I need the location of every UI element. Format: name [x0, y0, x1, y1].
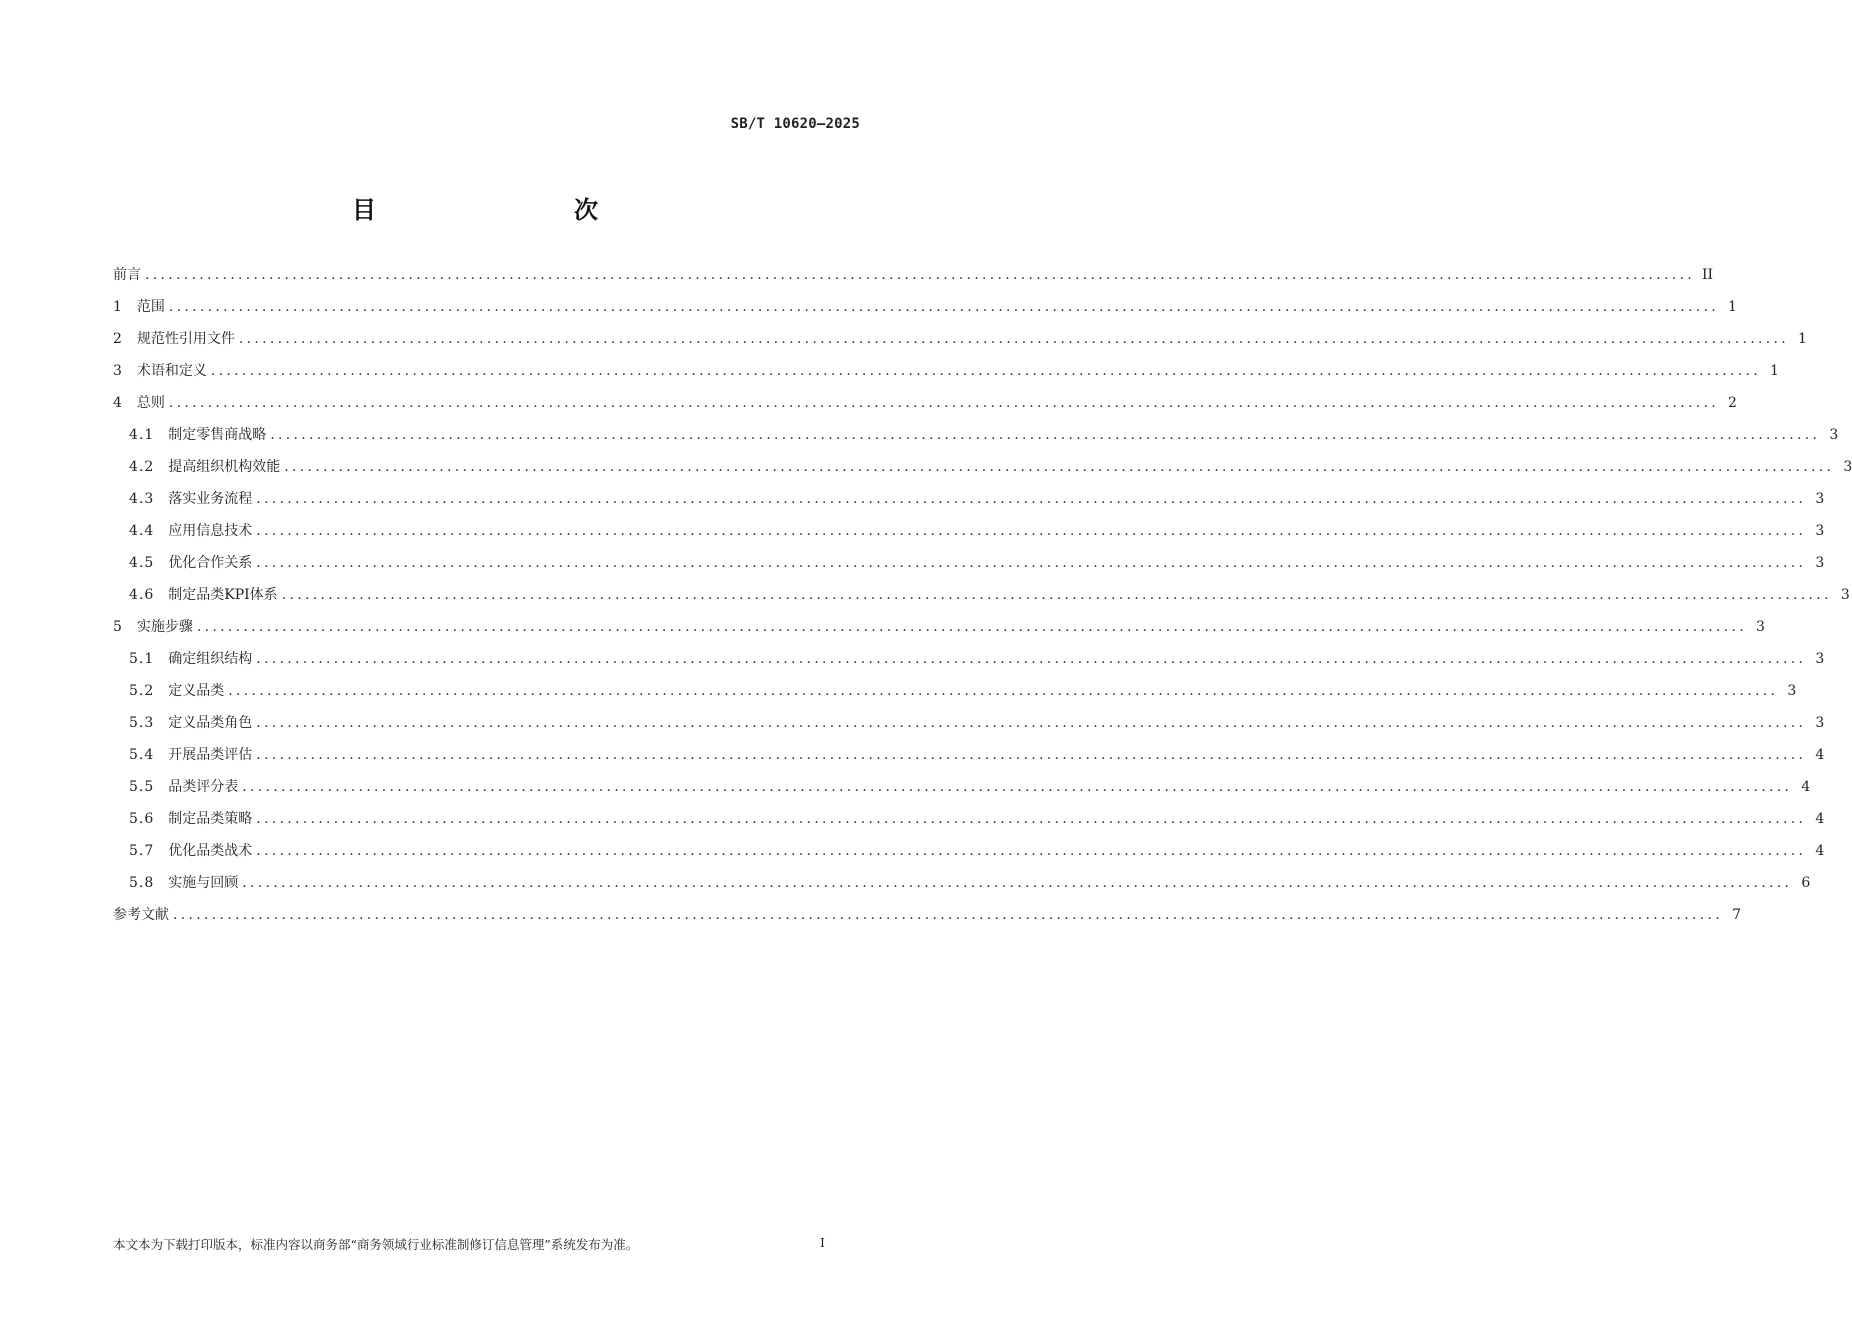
- toc-entry-page: 3: [1787, 683, 1797, 699]
- toc-entry-label: 范围: [136, 299, 165, 315]
- toc-entry[interactable]: [113, 675, 1797, 707]
- footer-page-number: I: [820, 1235, 825, 1250]
- toc-entry[interactable]: [113, 739, 1825, 771]
- toc-entry[interactable]: [113, 579, 1850, 611]
- toc-entry-number: 5.3: [129, 715, 155, 731]
- toc-leader-dots: ........................................................................................................................................................................................................: [270, 427, 1821, 443]
- toc-entry-label: 制定品类KPI体系: [168, 587, 278, 603]
- toc-leader-dots: ........................................................................................................................................................................................................: [256, 651, 1807, 667]
- toc-leader-dots: ........................................................................................................................................................................................................: [242, 779, 1793, 795]
- toc-entry-page: 4: [1815, 843, 1825, 859]
- toc-entry[interactable]: [113, 387, 1737, 419]
- toc-entry[interactable]: [113, 771, 1811, 803]
- toc-entry-number: 4: [113, 395, 123, 411]
- toc-leader-dots: ........................................................................................................................................................................................................: [168, 299, 1719, 315]
- toc-entry-label: 品类评分表: [168, 779, 239, 795]
- toc-entry-label: 制定零售商战略: [168, 427, 267, 443]
- toc-leader-dots: ........................................................................................................................................................................................................: [242, 875, 1793, 891]
- toc-entry-page: 3: [1843, 459, 1852, 475]
- toc-entry[interactable]: [113, 451, 1852, 483]
- toc-entry-label: 制定品类策略: [168, 811, 253, 827]
- toc-entry[interactable]: [113, 835, 1825, 867]
- toc-entry-page: 3: [1815, 523, 1825, 539]
- toc-entry-page: 3: [1815, 555, 1825, 571]
- toc-entry-page: 1: [1770, 363, 1779, 379]
- toc-entry[interactable]: [113, 899, 1742, 931]
- toc-entry[interactable]: [113, 483, 1825, 515]
- toc-entry-label: 前言: [113, 267, 141, 283]
- toc-entry-number: 5.1: [129, 651, 155, 667]
- standard-code: SB/T 10620—2025: [730, 116, 860, 132]
- toc-leader-dots: ........................................................................................................................................................................................................: [228, 683, 1779, 699]
- toc-entry-page: 3: [1815, 715, 1825, 731]
- toc-leader-dots: ........................................................................................................................................................................................................: [256, 843, 1807, 859]
- toc-entry-label: 落实业务流程: [168, 491, 253, 507]
- toc-entry-number: 4.1: [129, 427, 155, 443]
- toc-leader-dots: ........................................................................................................................................................................................................: [256, 491, 1807, 507]
- toc-entry[interactable]: [113, 547, 1825, 579]
- toc-entry-number: 4.2: [129, 459, 155, 475]
- toc-entry-number: 5.2: [129, 683, 155, 699]
- footer-notice: 本文本为下载打印版本，标准内容以商务部“商务领域行业标准制修订信息管理”系统发布为准。: [113, 1237, 639, 1252]
- toc-entry-label: 确定组织结构: [168, 651, 253, 667]
- toc-entry[interactable]: [113, 867, 1811, 899]
- toc-entry-number: 4.6: [129, 587, 155, 603]
- toc-entry-label: 提高组织机构效能: [168, 459, 281, 475]
- toc-leader-dots: ........................................................................................................................................................................................................: [281, 587, 1832, 603]
- footer: [113, 1235, 825, 1253]
- toc-entry[interactable]: [113, 259, 1714, 291]
- toc-entry[interactable]: [113, 803, 1825, 835]
- toc-entry-label: 实施步骤: [136, 619, 193, 635]
- toc-entry-number: 5.8: [129, 875, 155, 891]
- toc-entry-label: 优化合作关系: [168, 555, 253, 571]
- toc-entry-label: 总则: [136, 395, 165, 411]
- toc-entry[interactable]: [113, 643, 1825, 675]
- toc-leader-dots: ........................................................................................................................................................................................................: [256, 523, 1807, 539]
- toc-entry-page: 4: [1815, 811, 1825, 827]
- toc-entry[interactable]: [113, 323, 1807, 355]
- toc-entry[interactable]: [113, 291, 1737, 323]
- toc-leader-dots: ........................................................................................................................................................................................................: [168, 395, 1719, 411]
- toc-entry-page: 7: [1732, 907, 1742, 923]
- toc-leader-dots: ........................................................................................................................................................................................................: [256, 715, 1807, 731]
- toc-entry-page: II: [1701, 267, 1714, 283]
- toc-entry-page: 1: [1728, 299, 1737, 315]
- toc-entry-label: 参考文献: [113, 907, 169, 923]
- toc-entry-number: 2: [113, 331, 123, 347]
- toc-entry-number: 4.4: [129, 523, 155, 539]
- toc-entry-number: 5.6: [129, 811, 155, 827]
- toc-entry-number: 1: [113, 299, 123, 315]
- toc-leader-dots: ........................................................................................................................................................................................................: [173, 907, 1724, 923]
- toc-entry-page: 6: [1801, 875, 1811, 891]
- toc-entry-number: 4.3: [129, 491, 155, 507]
- toc-entry-number: 3: [113, 363, 123, 379]
- toc-entry-number: 5.5: [129, 779, 155, 795]
- toc-leader-dots: ........................................................................................................................................................................................................: [256, 555, 1807, 571]
- toc-entry-label: 开展品类评估: [168, 747, 253, 763]
- toc-leader-dots: ........................................................................................................................................................................................................: [145, 267, 1696, 283]
- toc-entry-page: 3: [1829, 427, 1839, 443]
- toc-entry[interactable]: [113, 707, 1825, 739]
- toc-entry-number: 4.5: [129, 555, 155, 571]
- toc-entry-label: 定义品类: [168, 683, 225, 699]
- toc-entry-page: 3: [1756, 619, 1765, 635]
- toc-leader-dots: ........................................................................................................................................................................................................: [256, 811, 1807, 827]
- toc-entry[interactable]: [113, 611, 1765, 643]
- toc-entry[interactable]: [113, 419, 1839, 451]
- toc-entry-label: 规范性引用文件: [136, 331, 235, 347]
- toc-entry-page: 1: [1798, 331, 1807, 347]
- toc-entry-page: 4: [1801, 779, 1811, 795]
- toc-entry[interactable]: [113, 515, 1825, 547]
- toc-entry-page: 3: [1815, 651, 1825, 667]
- toc-leader-dots: ........................................................................................................................................................................................................: [210, 363, 1761, 379]
- toc-entry-number: 5: [113, 619, 123, 635]
- toc-entry[interactable]: [113, 355, 1779, 387]
- toc-entry-label: 应用信息技术: [168, 523, 253, 539]
- toc-entry-label: 优化品类战术: [168, 843, 253, 859]
- table-of-contents: [113, 259, 1852, 931]
- toc-entry-page: 3: [1815, 491, 1825, 507]
- toc-leader-dots: ........................................................................................................................................................................................................: [196, 619, 1747, 635]
- toc-entry-label: 术语和定义: [136, 363, 207, 379]
- toc-entry-label: 实施与回顾: [168, 875, 239, 891]
- toc-entry-page: 3: [1840, 587, 1850, 603]
- toc-entry-number: 5.4: [129, 747, 155, 763]
- toc-entry-page: 4: [1815, 747, 1825, 763]
- toc-leader-dots: ........................................................................................................................................................................................................: [284, 459, 1835, 475]
- toc-leader-dots: ........................................................................................................................................................................................................: [256, 747, 1807, 763]
- toc-entry-page: 2: [1728, 395, 1737, 411]
- toc-entry-label: 定义品类角色: [168, 715, 253, 731]
- page-title: 目 次: [352, 196, 648, 224]
- toc-entry-number: 5.7: [129, 843, 155, 859]
- toc-leader-dots: ........................................................................................................................................................................................................: [238, 331, 1789, 347]
